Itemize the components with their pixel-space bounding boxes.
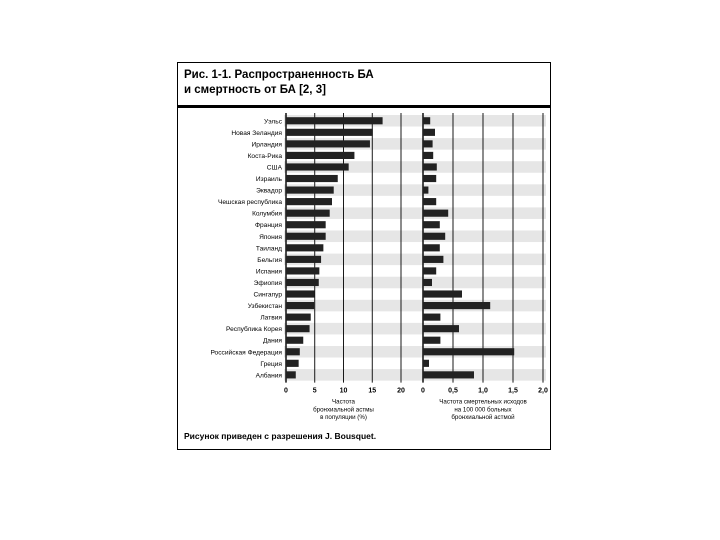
category-label: Российская Федерация bbox=[210, 349, 282, 357]
bar bbox=[286, 314, 311, 321]
x-axis-title-line: бронхиальной астмы bbox=[313, 406, 374, 414]
row-band bbox=[284, 300, 546, 312]
x-tick-label: 0 bbox=[421, 387, 425, 395]
category-label: Чешская республика bbox=[217, 199, 282, 207]
bar bbox=[423, 267, 436, 274]
x-axis-title-line: Частота смертельных исходов bbox=[439, 398, 527, 406]
x-tick-label: 0 bbox=[284, 387, 288, 395]
bar bbox=[286, 140, 370, 147]
x-axis-title-line: Частота bbox=[332, 398, 355, 406]
bar bbox=[423, 152, 433, 159]
bar bbox=[423, 175, 436, 182]
bar bbox=[423, 325, 459, 332]
category-label: Албания bbox=[255, 372, 282, 380]
row-band bbox=[284, 369, 546, 381]
bar bbox=[286, 325, 310, 332]
bar bbox=[286, 256, 321, 263]
bar bbox=[423, 221, 440, 228]
row-band bbox=[284, 254, 546, 266]
bar bbox=[423, 140, 433, 147]
row-band bbox=[284, 323, 546, 335]
bar bbox=[286, 129, 373, 136]
category-label: Ирландия bbox=[251, 141, 282, 149]
x-axis-title-line: на 100 000 больных bbox=[454, 406, 512, 414]
category-label: Коста-Рика bbox=[247, 152, 282, 160]
figure-caption: Рисунок приведен с разрешения J. Bousquet. bbox=[184, 431, 377, 441]
category-label: Латвия bbox=[260, 314, 282, 322]
bar bbox=[423, 244, 440, 251]
x-tick-label: 10 bbox=[339, 387, 348, 395]
category-label: Уэльс bbox=[264, 118, 282, 126]
category-label: Испания bbox=[255, 268, 282, 276]
bar bbox=[286, 152, 354, 159]
bar bbox=[423, 210, 448, 217]
x-tick-label: 5 bbox=[312, 387, 317, 395]
bar bbox=[423, 279, 432, 286]
bar bbox=[286, 175, 338, 182]
category-label: Республика Корея bbox=[226, 326, 282, 334]
bar bbox=[286, 360, 299, 367]
x-tick-label: 20 bbox=[397, 387, 405, 395]
bar bbox=[423, 302, 490, 309]
category-label: Узбекистан bbox=[247, 303, 282, 311]
category-label: Новая Зеландия bbox=[231, 129, 282, 137]
bar bbox=[423, 198, 436, 205]
category-label: Бельгия bbox=[257, 256, 282, 264]
bar bbox=[286, 371, 296, 378]
x-tick-label: 1,0 bbox=[478, 387, 488, 395]
bar bbox=[286, 279, 319, 286]
category-label: Франция bbox=[254, 222, 282, 230]
category-label: Израиль bbox=[255, 176, 282, 184]
bar bbox=[286, 267, 319, 274]
bar bbox=[286, 198, 332, 205]
category-label: Эфиопия bbox=[253, 279, 282, 287]
bar bbox=[286, 210, 330, 217]
bar bbox=[423, 233, 445, 240]
category-label: Греция bbox=[260, 360, 282, 368]
bar bbox=[423, 314, 440, 321]
category-label: Таиланд bbox=[255, 245, 282, 253]
bar bbox=[286, 233, 326, 240]
bar bbox=[286, 244, 323, 251]
category-label: Дания bbox=[262, 337, 282, 345]
row-band bbox=[284, 277, 546, 289]
bar bbox=[286, 221, 326, 228]
bar bbox=[423, 371, 474, 378]
category-label: Колумбия bbox=[252, 210, 282, 218]
bar bbox=[423, 360, 429, 367]
figure-title-line-1: Рис. 1-1. Распространенность БА bbox=[184, 69, 374, 81]
bar bbox=[286, 348, 300, 355]
bar bbox=[423, 256, 443, 263]
x-axis-title-line: бронхиальной астмой bbox=[451, 413, 515, 421]
bar bbox=[286, 290, 315, 297]
bar bbox=[286, 187, 334, 194]
bar bbox=[286, 163, 349, 170]
bar bbox=[423, 163, 437, 170]
bar bbox=[286, 117, 383, 124]
bar bbox=[423, 187, 428, 194]
category-label: Эквадор bbox=[256, 187, 282, 195]
bar bbox=[423, 117, 430, 124]
category-label: США bbox=[266, 164, 282, 172]
bar bbox=[286, 337, 303, 344]
bar bbox=[286, 302, 314, 309]
bar bbox=[423, 290, 462, 297]
category-label: Япония bbox=[259, 233, 282, 241]
x-tick-label: 1,5 bbox=[508, 387, 518, 395]
bar bbox=[423, 337, 440, 344]
figure-frame bbox=[177, 62, 551, 450]
x-tick-label: 15 bbox=[368, 387, 377, 395]
x-axis-title-line: в популяции (%) bbox=[320, 413, 367, 421]
bar-charts bbox=[178, 63, 550, 449]
x-tick-label: 2,0 bbox=[538, 387, 548, 395]
category-label: Сингапур bbox=[253, 291, 282, 299]
figure-title-line-2: и смертность от БА [2, 3] bbox=[184, 84, 326, 96]
bar bbox=[423, 348, 514, 355]
bar bbox=[423, 129, 435, 136]
x-tick-label: 0,5 bbox=[448, 387, 458, 395]
